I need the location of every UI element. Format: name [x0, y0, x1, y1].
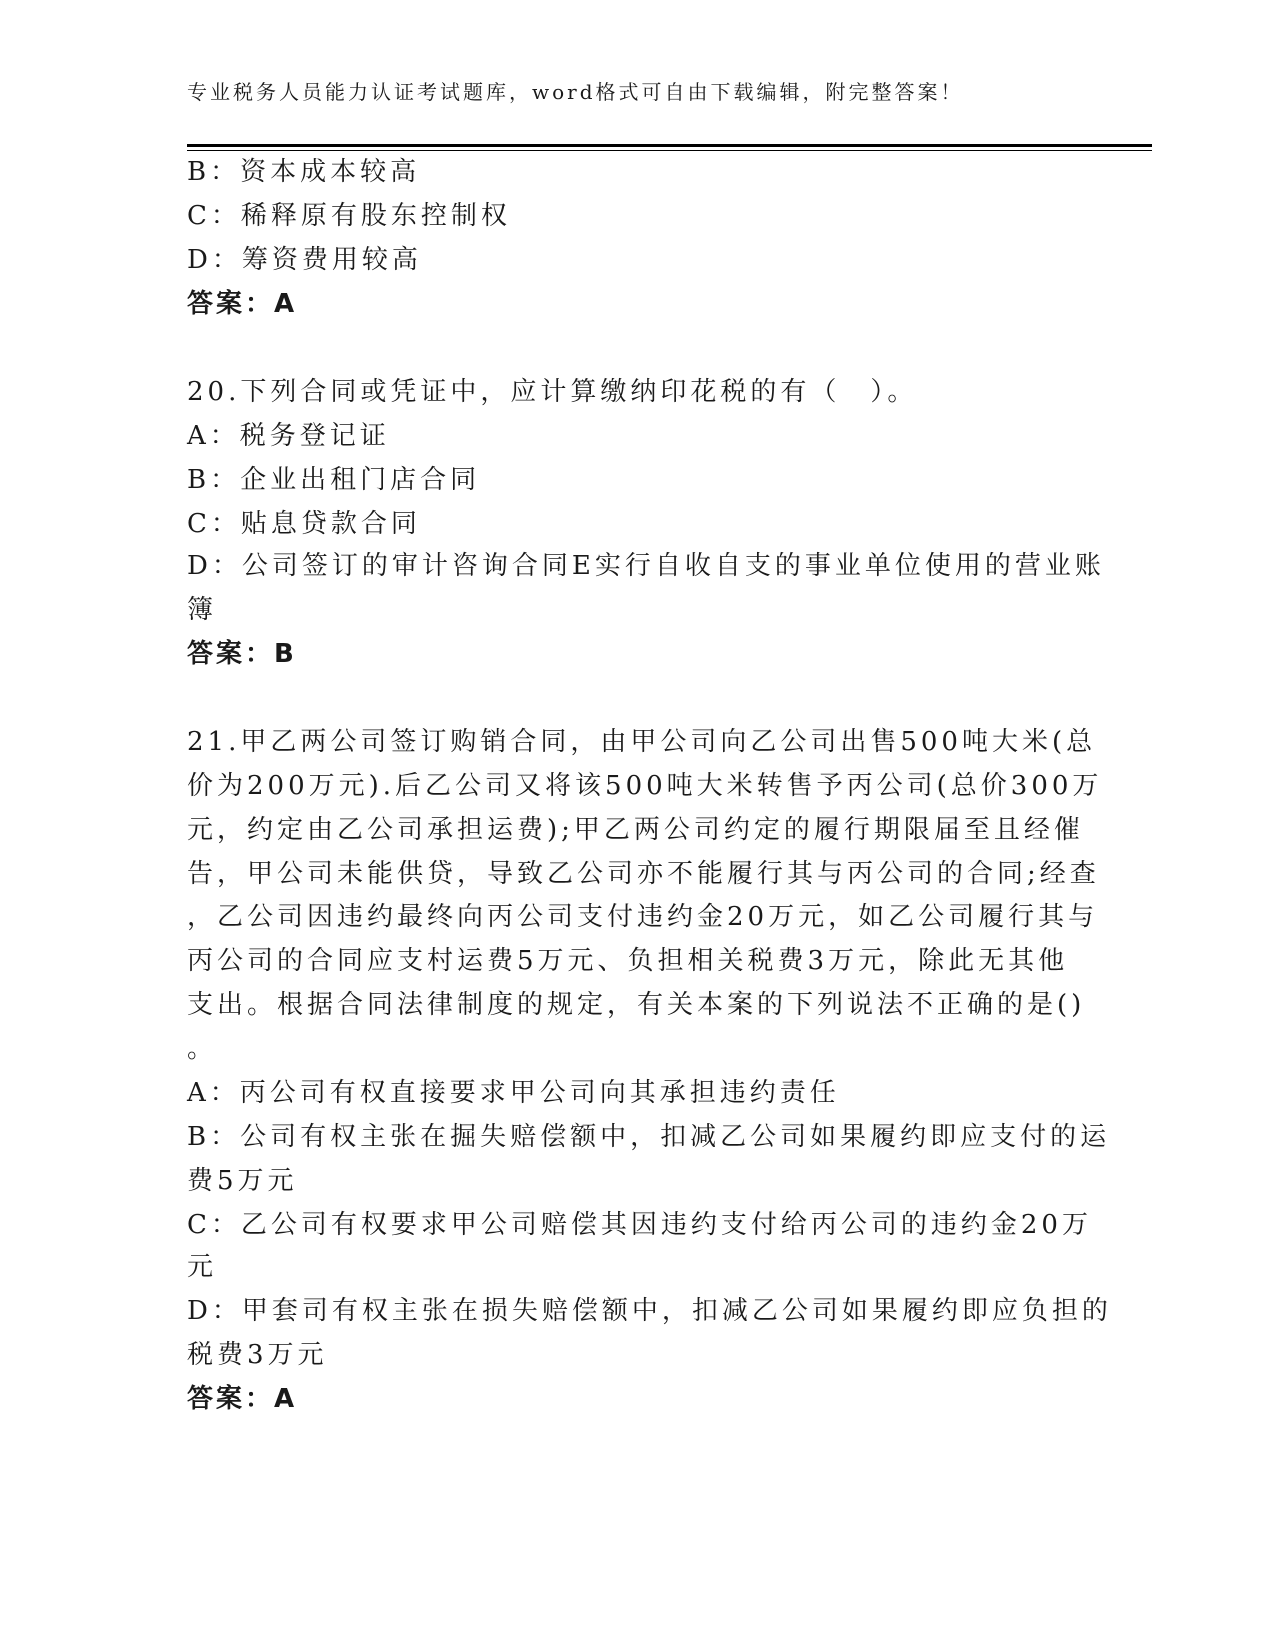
q21-stem-line: 丙公司的合同应支村运费5万元、负担相关税费3万元，除此无其他: [187, 946, 1069, 976]
q20-answer: 答案：B: [187, 639, 297, 669]
q21-option-b: B：公司有权主张在掘失赔偿额中，扣减乙公司如果履约即应支付的运: [187, 1122, 1111, 1152]
q21-stem-line: 告，甲公司未能供贷，导致乙公司亦不能履行其与丙公司的合同;经查: [187, 859, 1100, 889]
q20-stem: 20.下列合同或凭证中，应计算缴纳印花税的有（ ）。: [187, 377, 918, 407]
q19-option-b: B：资本成本较高: [187, 157, 421, 187]
q21-stem-line: 21.甲乙两公司签订购销合同，由甲公司向乙公司出售500吨大米(总: [187, 727, 1097, 757]
q21-stem-line: 支出。根据合同法律制度的规定，有关本案的下列说法不正确的是(): [187, 990, 1086, 1020]
q21-option-d: D：甲套司有权主张在损失赔偿额中，扣减乙公司如果履约即应负担的: [187, 1296, 1112, 1326]
q21-option-c-cont: 元: [187, 1252, 218, 1282]
q21-stem-line: 价为200万元).后乙公司又将该500吨大米转售予丙公司(总价300万: [187, 771, 1103, 801]
q21-stem-line: 。: [187, 1034, 218, 1064]
q21-option-c: C：乙公司有权要求甲公司赔偿其因违约支付给丙公司的违约金20万: [187, 1210, 1092, 1240]
q21-answer: 答案：A: [187, 1384, 298, 1414]
q19-option-c: C：稀释原有股东控制权: [187, 201, 511, 231]
q20-option-d-cont: 簿: [187, 595, 218, 625]
q21-stem-line: 元，约定由乙公司承担运费);甲乙两公司约定的履行期限届至且经催: [187, 815, 1084, 845]
header-rule-thick: [187, 144, 1152, 147]
q20-option-a: A：税务登记证: [187, 421, 390, 451]
q21-option-b-cont: 费5万元: [187, 1166, 298, 1196]
q20-option-b: B：企业出租门店合同: [187, 465, 481, 495]
q21-stem-line: ，乙公司因违约最终向丙公司支付违约金20万元，如乙公司履行其与: [187, 902, 1099, 932]
q21-option-a: A：丙公司有权直接要求甲公司向其承担违约责任: [187, 1078, 840, 1108]
q20-option-c: C：贴息贷款合同: [187, 509, 421, 539]
q20-option-d: D：公司签订的审计咨询合同E实行自收自支的事业单位使用的营业账: [187, 551, 1105, 581]
q21-option-d-cont: 税费3万元: [187, 1340, 328, 1370]
q19-answer: 答案：A: [187, 289, 298, 319]
page-header: 专业税务人员能力认证考试题库，word格式可自由下载编辑，附完整答案！: [187, 80, 964, 104]
q19-option-d: D：筹资费用较高: [187, 245, 422, 275]
header-rule-thin: [187, 150, 1152, 151]
